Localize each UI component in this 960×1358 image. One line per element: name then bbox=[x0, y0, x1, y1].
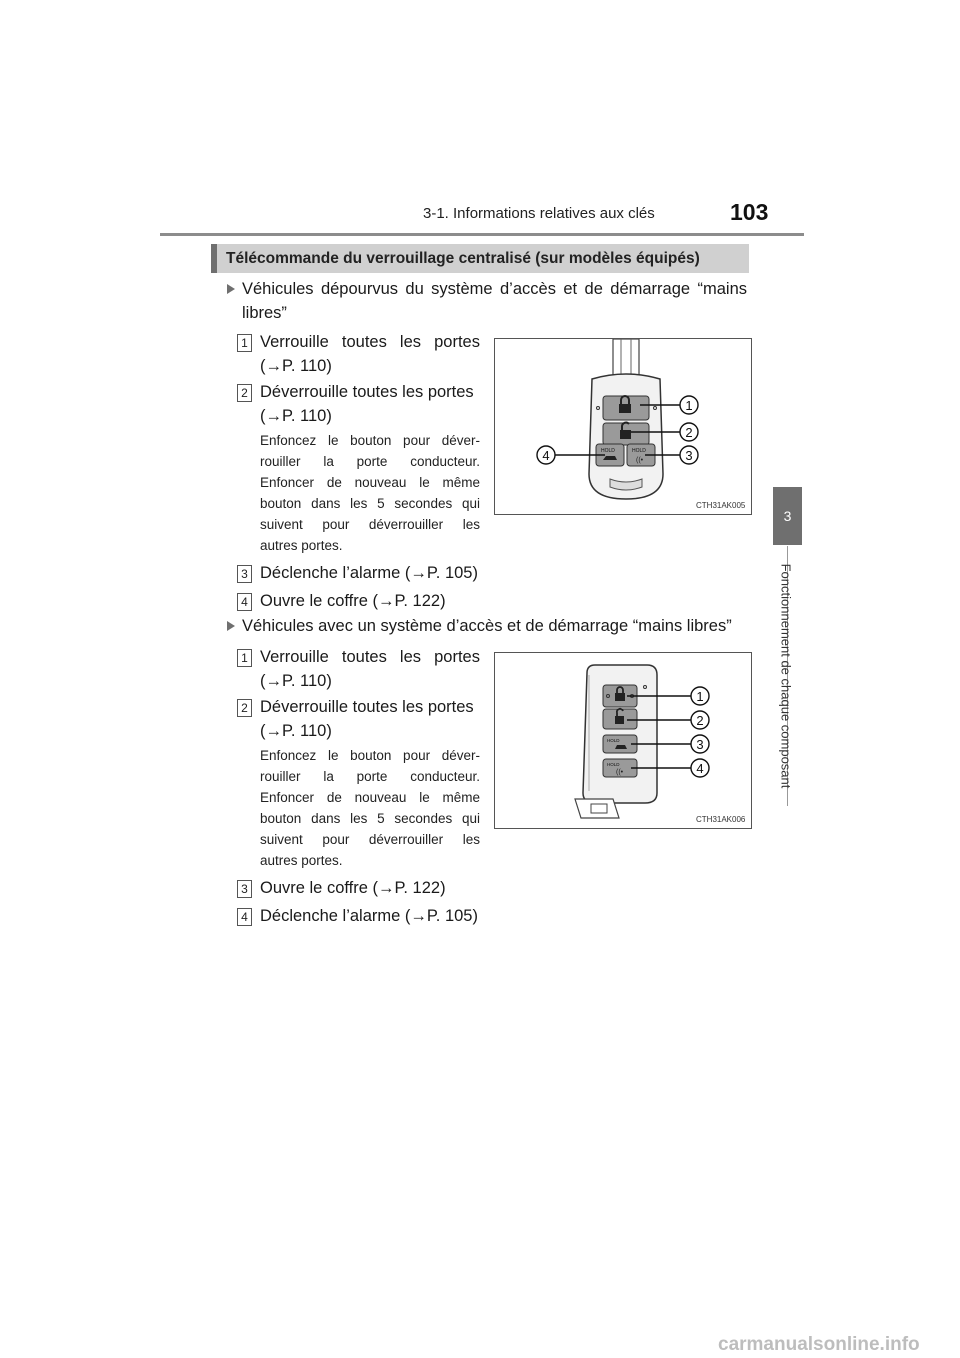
item-text: Verrouille toutes les portes bbox=[260, 648, 480, 666]
callout-3: 3 bbox=[696, 737, 704, 752]
item-number: 2 bbox=[237, 384, 252, 402]
item-number: 4 bbox=[237, 908, 252, 926]
callout-1: 1 bbox=[696, 689, 704, 704]
item-page-ref: (→P. 110) bbox=[260, 357, 332, 375]
figure-code: CTH31AK006 bbox=[696, 815, 746, 824]
chapter-tab bbox=[773, 487, 802, 545]
item-note: Enfoncez le bouton pour déver- rouiller la porte conducteur. Enfoncer de nouveau le même bouton dans les 5 secondes qui suivent pour déverrouiller les autres portes. bbox=[260, 748, 480, 868]
callout-3: 3 bbox=[685, 448, 693, 463]
callout-2: 2 bbox=[685, 425, 693, 440]
chapter-label: Fonctionnement de chaque composant bbox=[778, 563, 794, 789]
item-text: Ouvre le coffre (→P. 122) bbox=[260, 879, 446, 897]
item-number: 3 bbox=[237, 565, 252, 583]
item-text: Ouvre le coffre (→P. 122) bbox=[260, 592, 446, 610]
watermark: carmanualsonline.info bbox=[718, 1334, 920, 1355]
figure-code: CTH31AK005 bbox=[696, 501, 746, 510]
callout-4: 4 bbox=[542, 448, 550, 463]
remote-key-illustration bbox=[495, 339, 751, 514]
item-number: 3 bbox=[237, 880, 252, 898]
section-heading: 3-1. Informations relatives aux clés bbox=[423, 205, 655, 222]
item-note: Enfoncez le bouton pour déver- rouiller la porte conducteur. Enfoncer de nouveau le même bouton dans les 5 secondes qui suivent pour déverrouiller les autres portes. bbox=[260, 433, 480, 553]
item-number: 4 bbox=[237, 593, 252, 611]
key-figure-1 bbox=[494, 338, 752, 515]
item-page-ref: (→P. 110) bbox=[260, 722, 332, 740]
item-number: 2 bbox=[237, 699, 252, 717]
group2-heading: Véhicules avec un système d’accès et de démarrage “mains libres” bbox=[242, 614, 732, 638]
item-text: Déverrouille toutes les portes bbox=[260, 698, 474, 716]
item-number: 1 bbox=[237, 334, 252, 352]
callout-4: 4 bbox=[696, 761, 704, 776]
group1-heading-line1: Véhicules dépourvus du système d’accès et de démarrage “mains bbox=[242, 277, 747, 301]
svg-text:((•: ((• bbox=[616, 769, 624, 776]
item-page-ref: (→P. 110) bbox=[260, 407, 332, 425]
callout-1: 1 bbox=[685, 398, 693, 413]
page-number: 103 bbox=[730, 199, 769, 225]
hold-label: HOLD bbox=[607, 738, 620, 743]
item-text: Verrouille toutes les portes bbox=[260, 333, 480, 351]
key-figure-2 bbox=[494, 652, 752, 829]
item-text: Déverrouille toutes les portes bbox=[260, 383, 474, 401]
item-page-ref: (→P. 110) bbox=[260, 672, 332, 690]
callout-2: 2 bbox=[696, 713, 704, 728]
svg-text:((•: ((• bbox=[636, 457, 644, 464]
section-title: Télécommande du verrouillage centralisé (sur modèles équipés) bbox=[211, 244, 749, 273]
hold-label: HOLD bbox=[607, 762, 620, 767]
header-rule bbox=[160, 233, 804, 236]
item-number: 1 bbox=[237, 649, 252, 667]
hold-label: HOLD bbox=[632, 448, 646, 454]
hold-label: HOLD bbox=[601, 448, 615, 454]
smart-key-illustration bbox=[495, 653, 751, 828]
bullet-triangle-icon bbox=[227, 284, 235, 294]
item-text: Déclenche l’alarme (→P. 105) bbox=[260, 564, 478, 582]
group1-heading-line2: libres” bbox=[242, 304, 287, 322]
chapter-number: 3 bbox=[783, 508, 792, 524]
item-text: Déclenche l’alarme (→P. 105) bbox=[260, 907, 478, 925]
bullet-triangle-icon bbox=[227, 621, 235, 631]
